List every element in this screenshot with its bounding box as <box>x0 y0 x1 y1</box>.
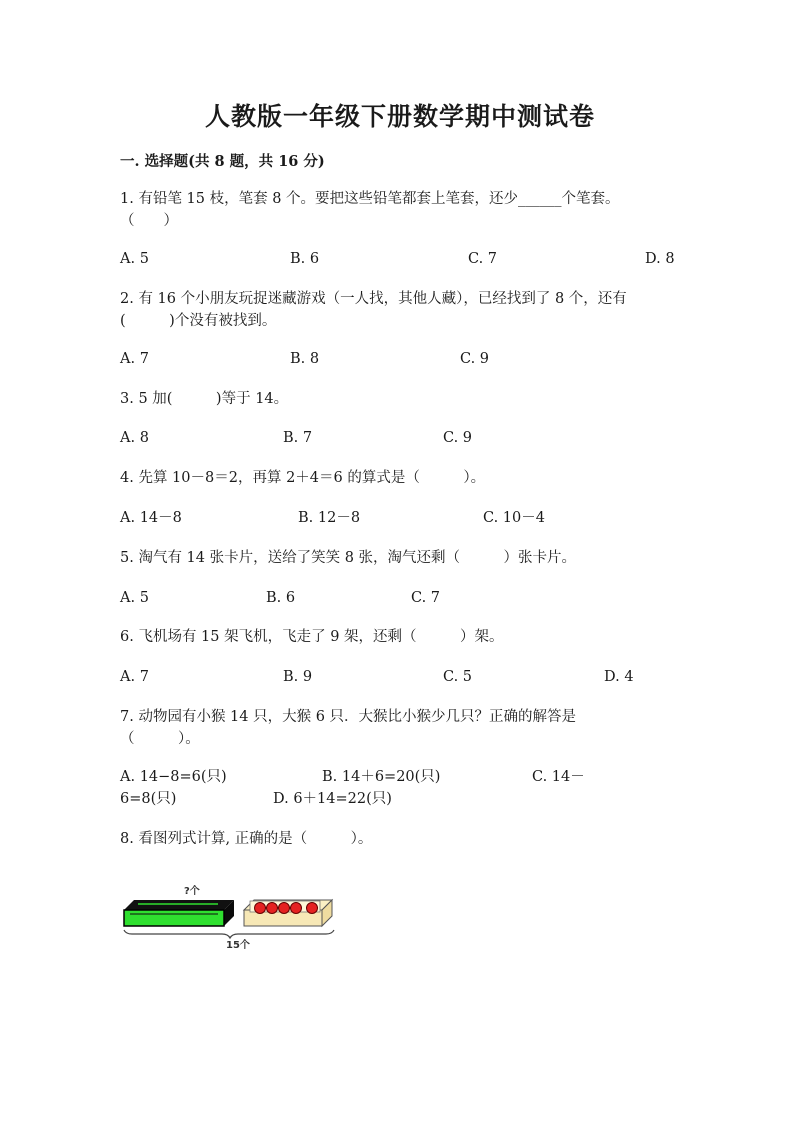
option-d: D. 4 <box>604 669 634 685</box>
bead <box>267 903 278 914</box>
page-title: 人教版一年级下册数学期中测试卷 <box>204 102 595 131</box>
option-b: B. 6 <box>266 590 296 606</box>
question-text: 2. 有 16 个小朋友玩捉迷藏游戏（一人找，其他人藏），已经找到了 8 个，还有 <box>120 291 627 307</box>
question-3 <box>120 388 690 410</box>
option-a: A. 7 <box>120 669 149 685</box>
green-box <box>124 900 234 926</box>
option-c: C. 10－4 <box>483 510 545 526</box>
option-a: A. 5 <box>120 251 149 267</box>
bead <box>255 903 266 914</box>
question-text: 5. 淘气有 14 张卡片，送给了笑笑 8 张，淘气还剩（ ）张卡片。 <box>120 550 577 566</box>
option-c: C. 7 <box>411 590 441 606</box>
question-6 <box>120 626 690 648</box>
question-text: 6. 飞机场有 15 架飞机，飞走了 9 架，还剩（ ）架。 <box>120 629 504 645</box>
bead <box>307 903 318 914</box>
option-a: A. 14－8 <box>120 510 182 526</box>
question-text-cont: ( )个没有被找到。 <box>120 313 277 329</box>
option-b: B. 14＋6=20(只) <box>322 769 441 785</box>
question-7 <box>120 706 690 750</box>
option-c: C. 14－ <box>532 769 585 785</box>
option-a: A. 8 <box>120 430 149 446</box>
option-d: D. 6＋14=22(只) <box>273 791 392 807</box>
total-count-label: 15个 <box>226 940 250 951</box>
bead-case <box>244 900 332 926</box>
option-b: B. 7 <box>283 430 313 446</box>
option-b: B. 8 <box>290 351 320 367</box>
question-4 <box>120 467 690 489</box>
question-text: 1. 有铅笔 15 枝，笔套 8 个。要把这些铅笔都套上笔套，还少______个笔套。 <box>120 191 620 207</box>
option-a: A. 5 <box>120 590 149 606</box>
option-c-cont: 6=8(只) <box>120 791 177 807</box>
unknown-count-label: ?个 <box>184 886 200 897</box>
bead <box>279 903 290 914</box>
question-text: 8. 看图列式计算, 正确的是（ ）。 <box>120 831 373 847</box>
option-c: C. 9 <box>460 351 490 367</box>
question-text-cont: （ ）。 <box>120 731 200 747</box>
question-2 <box>120 288 690 332</box>
option-a: A. 7 <box>120 351 149 367</box>
option-b: B. 12－8 <box>298 510 361 526</box>
question-text: 4. 先算 10－8＝2，再算 2＋4＝6 的算式是（ ）。 <box>120 470 486 486</box>
option-c: C. 9 <box>443 430 473 446</box>
question-1 <box>120 188 690 232</box>
question-text: 7. 动物园有小猴 14 只，大猴 6 只．大猴比小猴少几只？正确的解答是 <box>120 709 577 725</box>
option-c: C. 7 <box>468 251 498 267</box>
question-8-figure <box>122 882 342 956</box>
question-8 <box>120 828 690 850</box>
option-c: C. 5 <box>443 669 473 685</box>
option-a: A. 14−8=6(只) <box>120 769 227 785</box>
question-text-cont: （ ） <box>120 213 178 229</box>
section-heading: 一. 选择题(共 8 题，共 16 分) <box>120 153 325 170</box>
question-5 <box>120 547 690 569</box>
question-text: 3. 5 加( )等于 14。 <box>120 391 289 407</box>
bead <box>291 903 302 914</box>
option-d: D. 8 <box>645 251 675 267</box>
total-brace <box>124 930 334 938</box>
pencil-case-diagram <box>122 882 342 952</box>
option-b: B. 6 <box>290 251 320 267</box>
option-b: B. 9 <box>283 669 313 685</box>
